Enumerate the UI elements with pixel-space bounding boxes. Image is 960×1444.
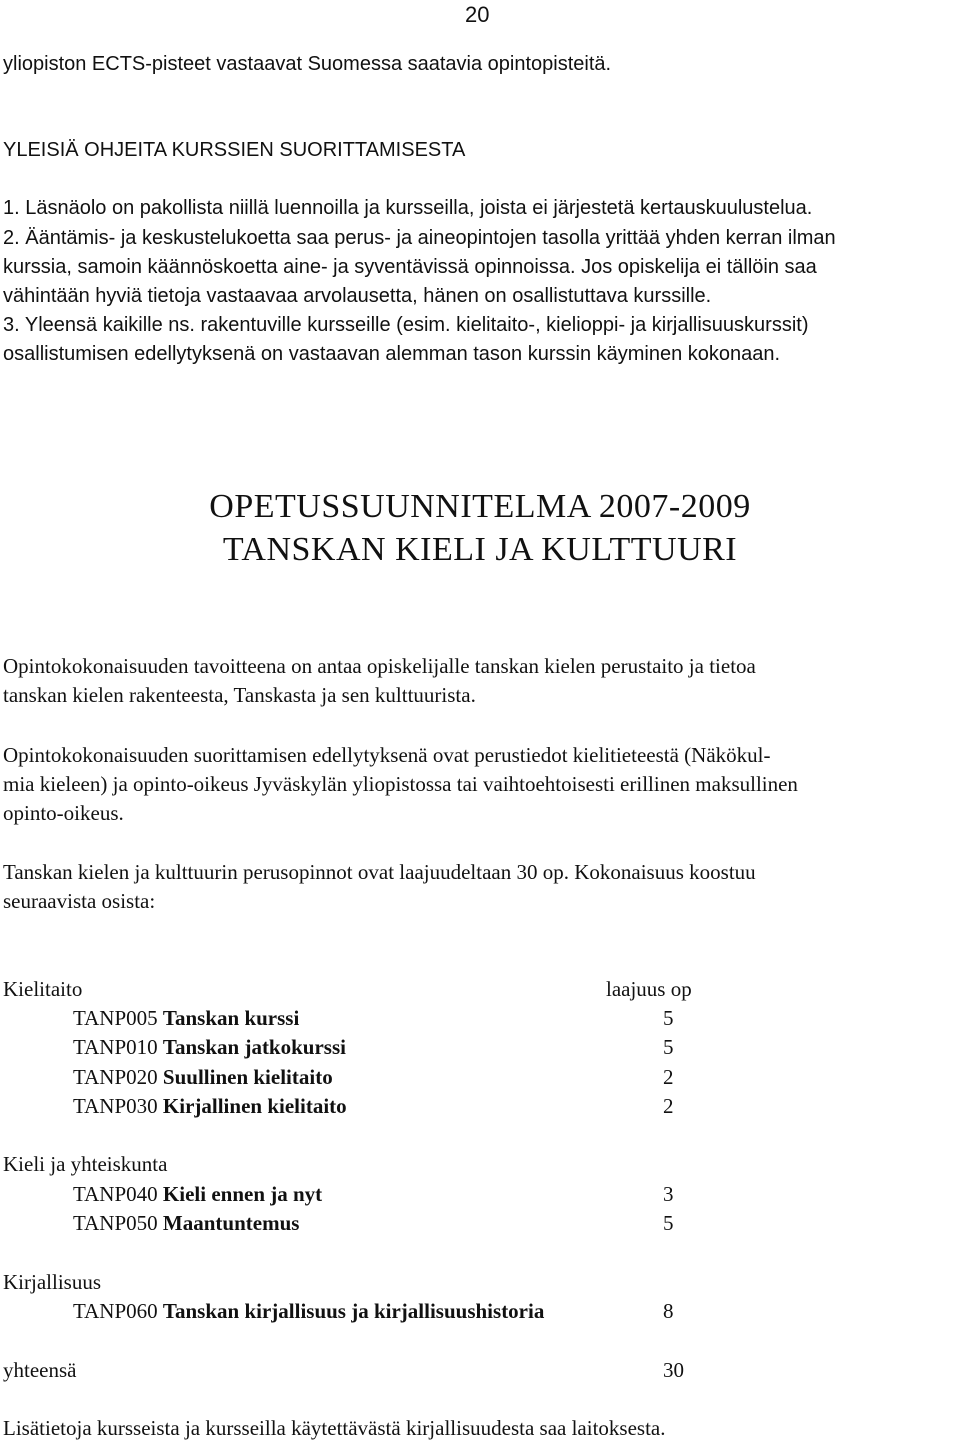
instruction-item-2-line-2: kurssia, samoin käännöskoetta aine- ja syventävissä opinnoissa. Jos opiskelija ei tällöin saa: [3, 256, 817, 278]
course-credits: 3: [663, 1182, 674, 1206]
instruction-item-2-line-3: vähintään hyviä tietoja vastaavaa arvolausetta, hänen on osallistuttava kurssille.: [3, 285, 712, 307]
credits-column-header: laajuus op: [606, 977, 692, 1001]
course-code: TANP040: [73, 1182, 158, 1206]
section-heading-kieli-ja-yhteiskunta: Kieli ja yhteiskunta: [3, 1152, 168, 1176]
course-row: [73, 1299, 544, 1324]
course-title: Kirjallinen kielitaito: [162, 1094, 347, 1118]
course-code: TANP050: [73, 1211, 158, 1235]
course-row: [73, 1211, 299, 1236]
paragraph-goal-line-1: Opintokokonaisuuden tavoitteena on antaa opiskelijalle tanskan kielen perustaito ja tietoa: [3, 654, 756, 678]
course-code: TANP010: [73, 1035, 158, 1059]
total-label: yhteensä: [3, 1358, 77, 1382]
course-code: TANP030: [73, 1094, 158, 1118]
footer-note: Lisätietoja kursseista ja kursseilla käytettävästä kirjallisuudesta saa laitoksesta.: [3, 1416, 666, 1440]
paragraph-scope-line-2: seuraavista osista:: [3, 889, 156, 913]
page-number: 20: [465, 2, 490, 27]
total-value: 30: [663, 1358, 684, 1382]
course-title: Tanskan kurssi: [162, 1006, 300, 1030]
paragraph-goal-line-2: tanskan kielen rakenteesta, Tanskasta ja sen kulttuurista.: [3, 683, 476, 707]
course-credits: 5: [663, 1211, 674, 1235]
course-credits: 2: [663, 1094, 674, 1118]
course-title: Suullinen kielitaito: [162, 1065, 333, 1089]
course-row: [73, 1035, 346, 1060]
course-title: Maantuntemus: [162, 1211, 300, 1235]
course-credits: 5: [663, 1035, 674, 1059]
course-code: TANP005: [73, 1006, 158, 1030]
instruction-item-2-line-1: 2. Ääntämis- ja keskustelukoetta saa perus- ja aineopintojen tasolla yrittää yhden kerran ilman: [3, 227, 836, 249]
course-credits: 2: [663, 1065, 674, 1089]
curriculum-subtitle: TANSKAN KIELI JA KULTTUURI: [222, 531, 738, 568]
intro-line: yliopiston ECTS-pisteet vastaavat Suomessa saatavia opintopisteitä.: [3, 53, 612, 75]
instruction-item-3-line-1: 3. Yleensä kaikille ns. rakentuville kursseille (esim. kielitaito-, kielioppi- ja kirjallisuuskurssit): [3, 314, 809, 336]
course-code: TANP020: [73, 1065, 158, 1089]
course-title: Tanskan kirjallisuus ja kirjallisuushistoria: [162, 1299, 545, 1323]
course-credits: 5: [663, 1006, 674, 1030]
section-heading-kielitaito: Kielitaito: [3, 977, 83, 1001]
instruction-item-3-line-2: osallistumisen edellytyksenä on vastaavan alemman tason kurssin käyminen kokonaan.: [3, 343, 781, 365]
course-row: [73, 1094, 347, 1119]
course-credits: 8: [663, 1299, 674, 1323]
course-title: Kieli ennen ja nyt: [162, 1182, 323, 1206]
curriculum-title: OPETUSSUUNNITELMA 2007-2009: [209, 488, 751, 525]
paragraph-prereq-line-3: opinto-oikeus.: [3, 801, 124, 825]
course-row: [73, 1065, 333, 1090]
instruction-item-1: 1. Läsnäolo on pakollista niillä luennoilla ja kursseilla, joista ei järjestetä kertauskuulustelua.: [3, 197, 813, 219]
paragraph-prereq-line-2: mia kieleen) ja opinto-oikeus Jyväskylän yliopistossa tai vaihtoehtoisesti erillinen maksullinen: [3, 772, 798, 796]
section-heading-kirjallisuus: Kirjallisuus: [3, 1270, 101, 1294]
course-row: [73, 1006, 299, 1031]
course-code: TANP060: [73, 1299, 158, 1323]
course-title: Tanskan jatkokurssi: [162, 1035, 346, 1059]
paragraph-prereq-line-1: Opintokokonaisuuden suorittamisen edellytyksenä ovat perustiedot kielitieteestä (Näkökul-: [3, 743, 771, 767]
paragraph-scope-line-1: Tanskan kielen ja kulttuurin perusopinnot ovat laajuudeltaan 30 op. Kokonaisuus koostuu: [3, 860, 756, 884]
course-row: [73, 1182, 322, 1207]
instructions-heading: YLEISIÄ OHJEITA KURSSIEN SUORITTAMISESTA: [3, 139, 466, 161]
